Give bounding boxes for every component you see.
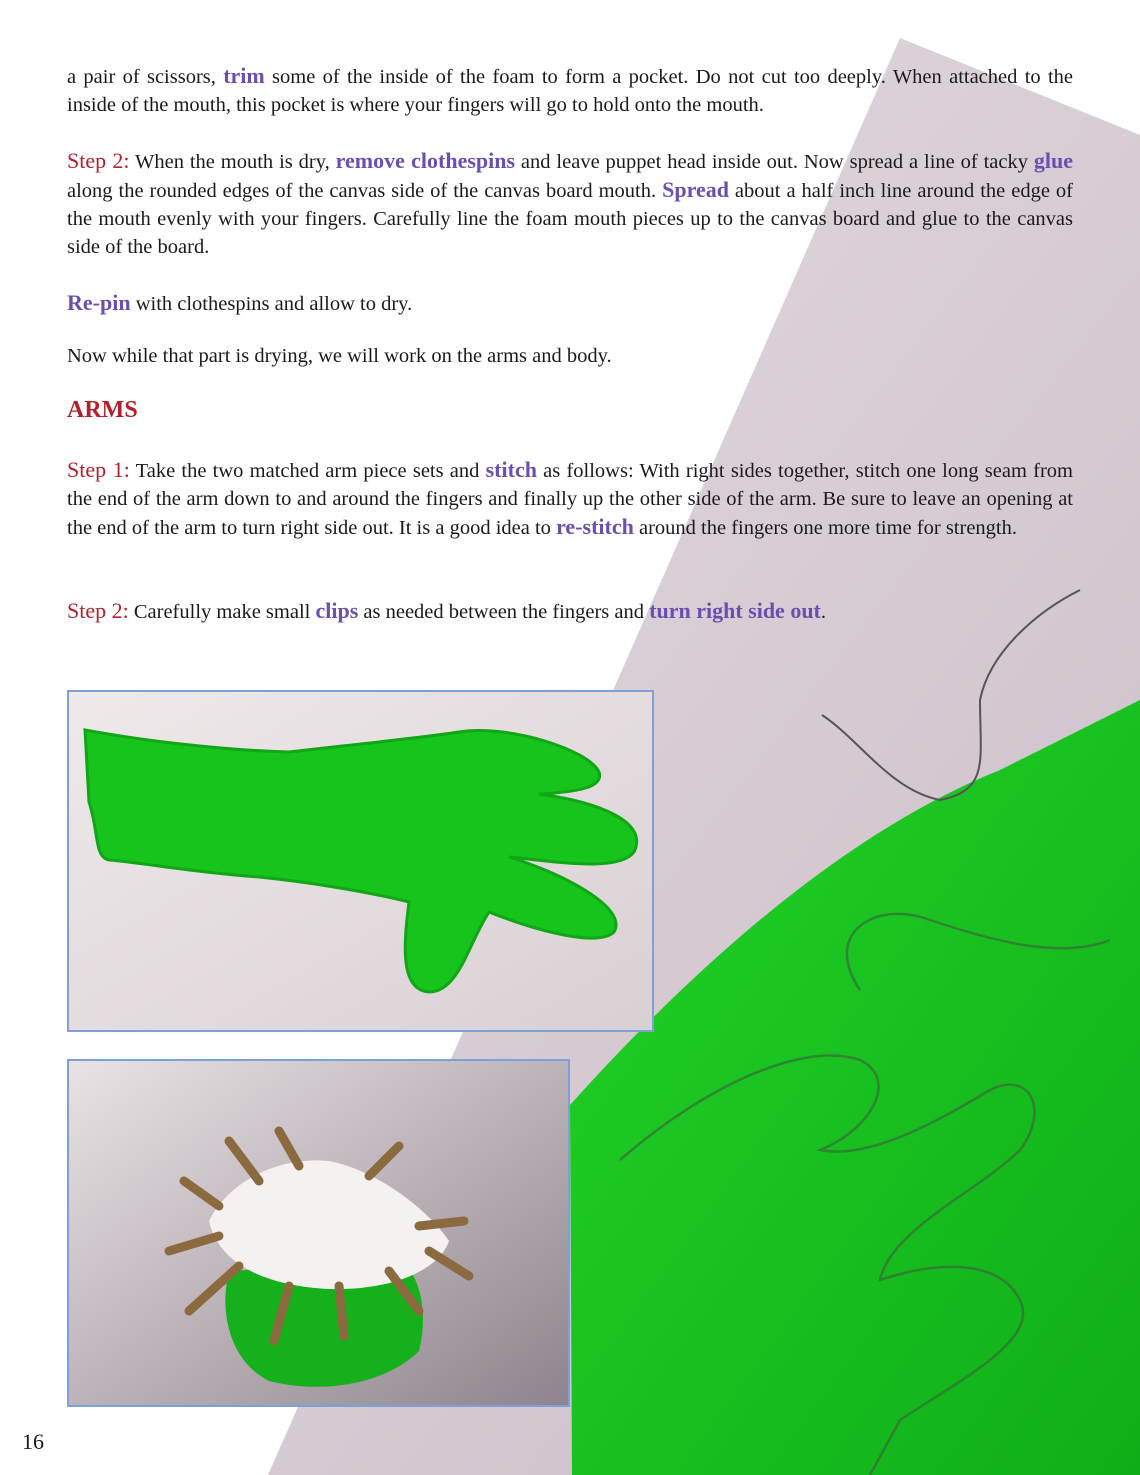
mouth-step-2: Step 2: When the mouth is dry, remove clothespins and leave puppet head inside out. Now spread a line of tacky glue along the rounded edges of the canvas side of the canvas board mouth. Spread about a half inch line around the edge of the mouth evenly with your fingers. Carefully line the foam mouth pieces up to the canvas board and glue to the canvas side of the board. <box>67 148 1074 258</box>
keyword-spread: Spread <box>662 177 729 202</box>
step-label: Step 1: <box>67 457 130 482</box>
photo-clothespinned-mouth <box>67 1059 570 1407</box>
step-label: Step 2: <box>67 148 130 173</box>
repin-paragraph: Re-pin with clothespins and allow to dry. <box>67 290 413 315</box>
arms-step-1: Step 1: Take the two matched arm piece sets and stitch as follows: With right sides together, stitch one long seam from the end of the arm down to and around the fingers and finally up the other side of the arm. Be sure to leave an opening at the end of the arm to turn right side out. It is a good idea to re-stitch around the fingers one more time for strength. <box>67 457 1073 539</box>
clothespins-image <box>69 1061 568 1405</box>
keyword-re-stitch: re-stitch <box>556 514 634 539</box>
page-number: 16 <box>22 1429 44 1454</box>
step-label: Step 2: <box>67 598 129 623</box>
arms-heading: ARMS <box>67 397 138 423</box>
keyword-glue: glue <box>1033 148 1074 173</box>
intro-paragraph: a pair of scissors, trim some of the inside of the foam to form a pocket. Do not cut too deeply. When attached to the inside of the mouth, this pocket is where your fingers will go to hold onto the mouth. <box>67 63 1073 116</box>
keyword-trim: trim <box>223 63 265 88</box>
keyword-re-pin: Re-pin <box>67 290 131 315</box>
photo-green-felt-arm <box>67 690 654 1032</box>
keyword-turn-right-side-out: turn right side out <box>649 598 821 623</box>
keyword-remove-clothespins: remove clothespins <box>335 148 516 173</box>
keyword-clips: clips <box>315 598 359 623</box>
drying-note: Now while that part is drying, we will work on the arms and body. <box>67 345 612 367</box>
arms-step-2: Step 2: Carefully make small clips as needed between the fingers and turn right side out. <box>67 598 827 623</box>
keyword-stitch: stitch <box>485 457 537 482</box>
felt-arm-image <box>69 692 652 1030</box>
